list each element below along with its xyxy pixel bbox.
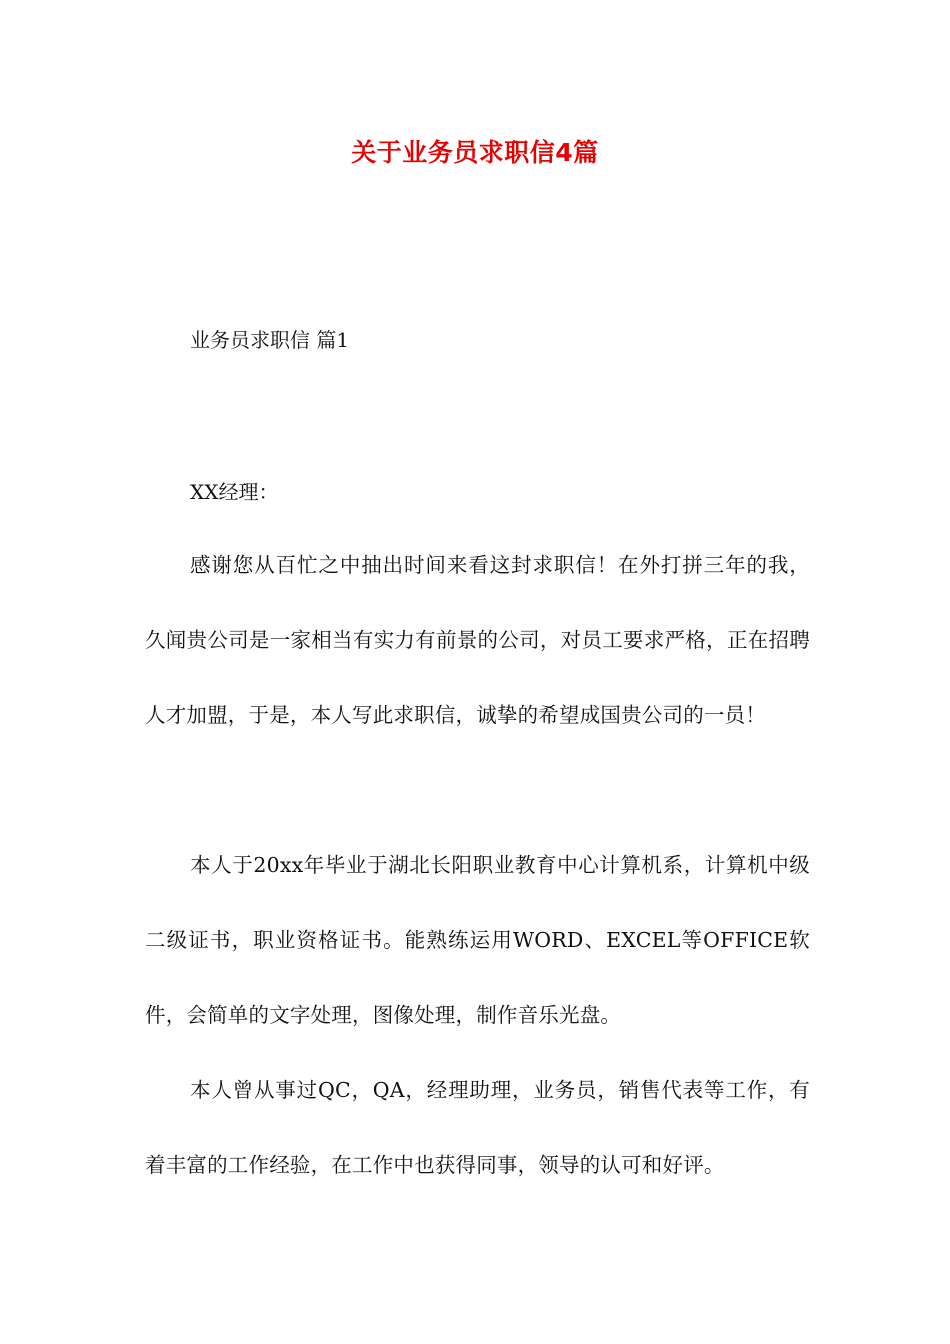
document-title: 关于业务员求职信4篇 <box>351 138 599 167</box>
body-paragraph: 感谢您从百忙之中抽出时间来看这封求职信！在外打拼三年的我，久闻贵公司是一家相当有实力有前景的公司，对员工要求严格，正在招聘人才加盟，于是，本人写此求职信，诚挚的希望成国贵公司的一员！ <box>145 553 810 727</box>
body-paragraph: 本人曾从事过QC，QA，经理助理，业务员，销售代表等工作，有着丰富的工作经验，在工作中也获得同事，领导的认可和好评。 <box>145 1078 810 1177</box>
body-paragraph: 本人于20xx年毕业于湖北长阳职业教育中心计算机系，计算机中级二级证书，职业资格证书。能熟练运用WORD、EXCEL等OFFICE软件，会简单的文字处理，图像处理，制作音乐光盘。 <box>145 853 810 1027</box>
letter-salutation: XX经理： <box>190 480 279 504</box>
section-heading: 业务员求职信 篇1 <box>190 328 350 352</box>
